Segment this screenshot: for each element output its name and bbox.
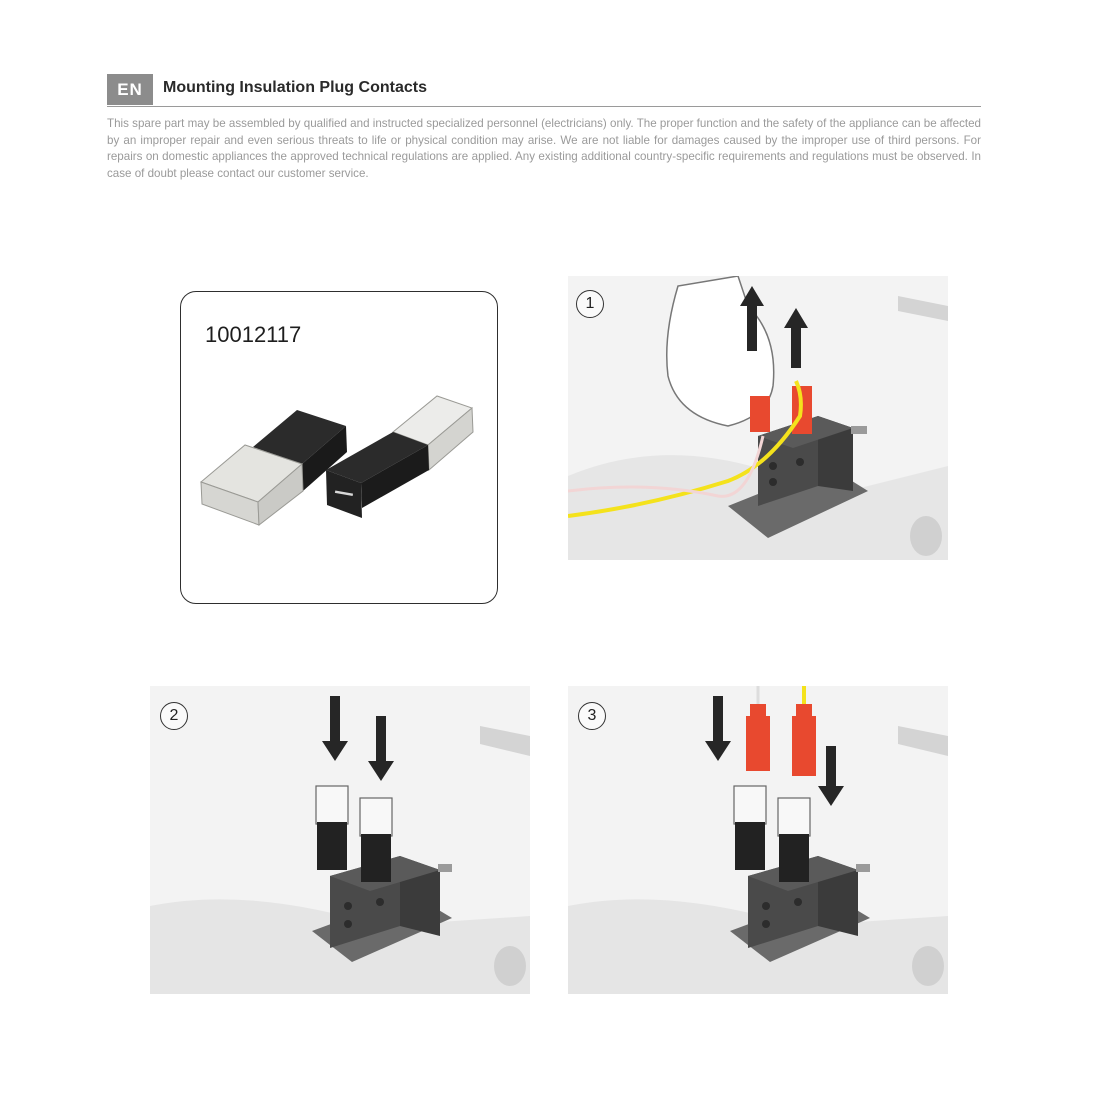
- part-number: 10012117: [205, 322, 302, 347]
- insulation-plug-right: [326, 396, 473, 518]
- step-1-illustration: [568, 276, 948, 560]
- step-3-illustration: [568, 686, 948, 994]
- language-badge: EN: [107, 74, 153, 105]
- safety-disclaimer: This spare part may be assembled by qualified and instructed specialized personnel (electricians) only. The proper function and the safety of the appliance can be affected by an improper repair and even serious threats to life or physical condition may arise. We are not liable for damages caused by the improper use of third persons. For repairs on domestic appliances the approved technical regulations are applied. Any existing additional country-specific requirements and regulations must be observed. In case of doubt please contact our customer service.: [107, 117, 981, 180]
- document-header: [107, 74, 981, 107]
- step-number: 3: [578, 702, 606, 730]
- document-title: Mounting Insulation Plug Contacts: [163, 79, 427, 96]
- part-box: [180, 291, 498, 604]
- insulation-plug-left: [201, 410, 347, 525]
- step-number: 2: [160, 702, 188, 730]
- step-number: 1: [576, 290, 604, 318]
- step-2-illustration: [150, 686, 530, 994]
- insulation-plugs-illustration: [181, 292, 497, 603]
